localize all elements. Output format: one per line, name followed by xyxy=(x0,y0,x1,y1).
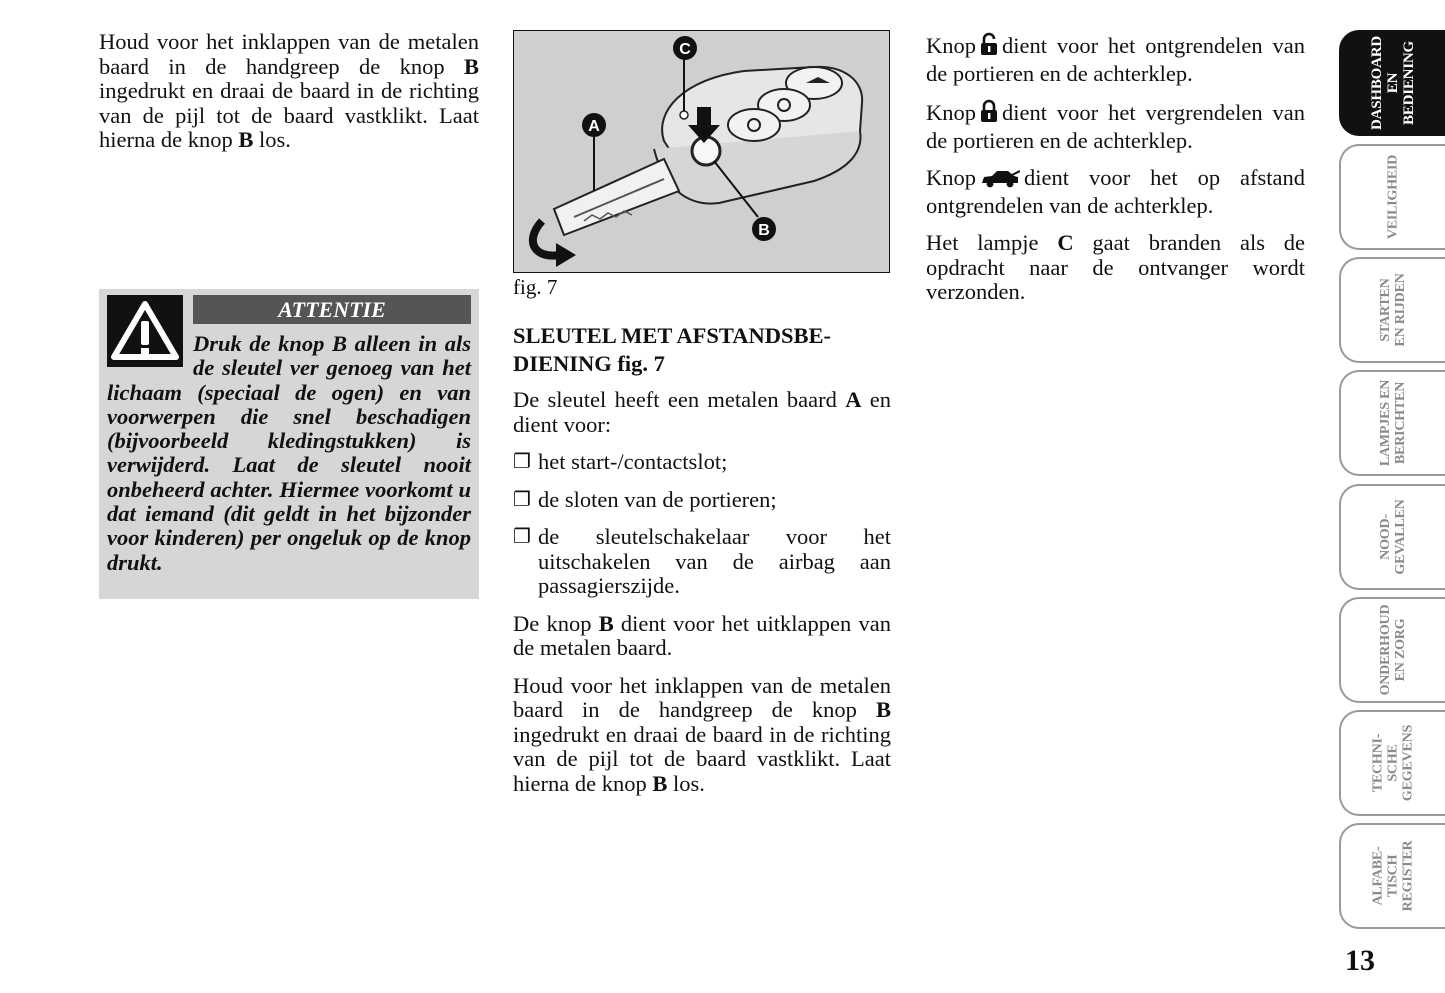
warning-title: ATTENTIE xyxy=(193,295,471,324)
fold-paragraph: Houd voor het inklappen van de metalen baard in de handgreep de knop B ingedrukt en draai de baard in de richting van de pijl tot de baard vastklikt. Laat hierna de knop B los. xyxy=(513,672,891,796)
tab-label: DASHBOARD EN BEDIENING xyxy=(1369,35,1417,131)
tab-dashboard-en-bediening[interactable] xyxy=(1339,30,1445,136)
left-column xyxy=(99,30,479,153)
warning-box xyxy=(99,289,479,599)
tab-label: ALFABE- TISCH REGISTER xyxy=(1370,840,1416,912)
unlock-paragraph: Knop dient voor het ontgrendelen van de portieren en de achterklep. xyxy=(926,33,1305,86)
warning-text: Druk de knop B alleen in als de sleutel ver genoeg van het lichaam (speciaal de ogen) en van voorwerpen die snel beschadigen (bijvoorbeeld kledingstukken) is verwijderd. Laat de sleutel nooit onbeheerd achter. Hiermee voorkomt u dat iemand (dit geldt in het bijzonder voor kinderen) per ongeluk op de knop drukt. xyxy=(107,331,471,575)
unlock-icon xyxy=(980,32,998,62)
tab-lampjes-en-berichten[interactable] xyxy=(1339,370,1445,476)
button-b-paragraph: De knop B dient voor het uitklappen van de metalen baard. xyxy=(513,610,891,660)
tab-label: STARTEN EN RIJDEN xyxy=(1378,273,1408,347)
figure-caption: fig. 7 xyxy=(513,275,558,299)
tab-starten-en-rijden[interactable] xyxy=(1339,257,1445,363)
tab-alfabetisch-register[interactable] xyxy=(1339,823,1445,929)
left-paragraph: Houd voor het inklappen van de metalen baard in de handgreep de knop B ingedrukt en draai de baard in de richting van de pijl tot de baard vastklikt. Laat hierna de knop B los. xyxy=(99,29,479,152)
tab-label: LAMPJES EN BERICHTEN xyxy=(1378,379,1408,467)
right-column xyxy=(926,32,1305,318)
lamp-paragraph: Het lampje C gaat branden als de opdracht naar de ontvanger wordt verzonden. xyxy=(926,230,1306,304)
label-a: A xyxy=(588,118,600,135)
tab-label: ONDERHOUD EN ZORG xyxy=(1378,604,1408,696)
list-item-text: de sleutelschakelaar voor het uitschakelen van de airbag aan passagierszijde. xyxy=(538,524,891,598)
tab-label: TECHNI- SCHE GEGEVENS xyxy=(1370,724,1416,802)
page-number: 13 xyxy=(1345,944,1375,977)
trunk-paragraph: Knop dient voor het op afstand ontgrendelen van de achterklep. xyxy=(926,165,1305,218)
tab-technische-gegevens[interactable] xyxy=(1339,710,1445,816)
lock-icon xyxy=(980,99,998,129)
intro-paragraph: De sleutel heeft een metalen baard A en dient voor: xyxy=(513,387,891,437)
tab-veiligheid[interactable] xyxy=(1339,144,1445,250)
checkbox-bullet-icon: ❐ xyxy=(513,488,531,511)
chapter-tabs xyxy=(1339,30,1445,940)
heading-line-2: DIENING fig. 7 xyxy=(513,351,665,376)
list-item-text: het start-/contactslot; xyxy=(538,449,728,474)
checkbox-bullet-icon: ❐ xyxy=(513,451,531,473)
label-b: B xyxy=(758,222,770,239)
tab-label: VEILIGHEID xyxy=(1385,154,1401,240)
list-item xyxy=(513,488,891,513)
list-item xyxy=(513,525,891,599)
key-illustration xyxy=(514,31,888,271)
warning-text-wrap xyxy=(107,332,471,575)
tab-noodgevallen[interactable] xyxy=(1339,484,1445,590)
tab-onderhoud-en-zorg[interactable] xyxy=(1339,597,1445,703)
heading-line-1: SLEUTEL MET AFSTANDSBE- xyxy=(513,323,832,348)
list-item xyxy=(513,450,891,475)
lock-paragraph: Knop dient voor het vergrendelen van de portieren en de achterklep. xyxy=(926,100,1305,153)
label-c: C xyxy=(679,41,691,58)
tab-label: NOOD- GEVALLEN xyxy=(1378,499,1408,575)
section-heading xyxy=(513,322,891,378)
key-figure xyxy=(513,30,890,273)
car-trunk-icon xyxy=(980,168,1020,194)
list-item-text: de sloten van de portieren; xyxy=(538,486,777,512)
warning-triangle-icon xyxy=(107,295,183,367)
middle-column xyxy=(513,322,891,809)
checkbox-bullet-icon: ❐ xyxy=(513,526,531,548)
